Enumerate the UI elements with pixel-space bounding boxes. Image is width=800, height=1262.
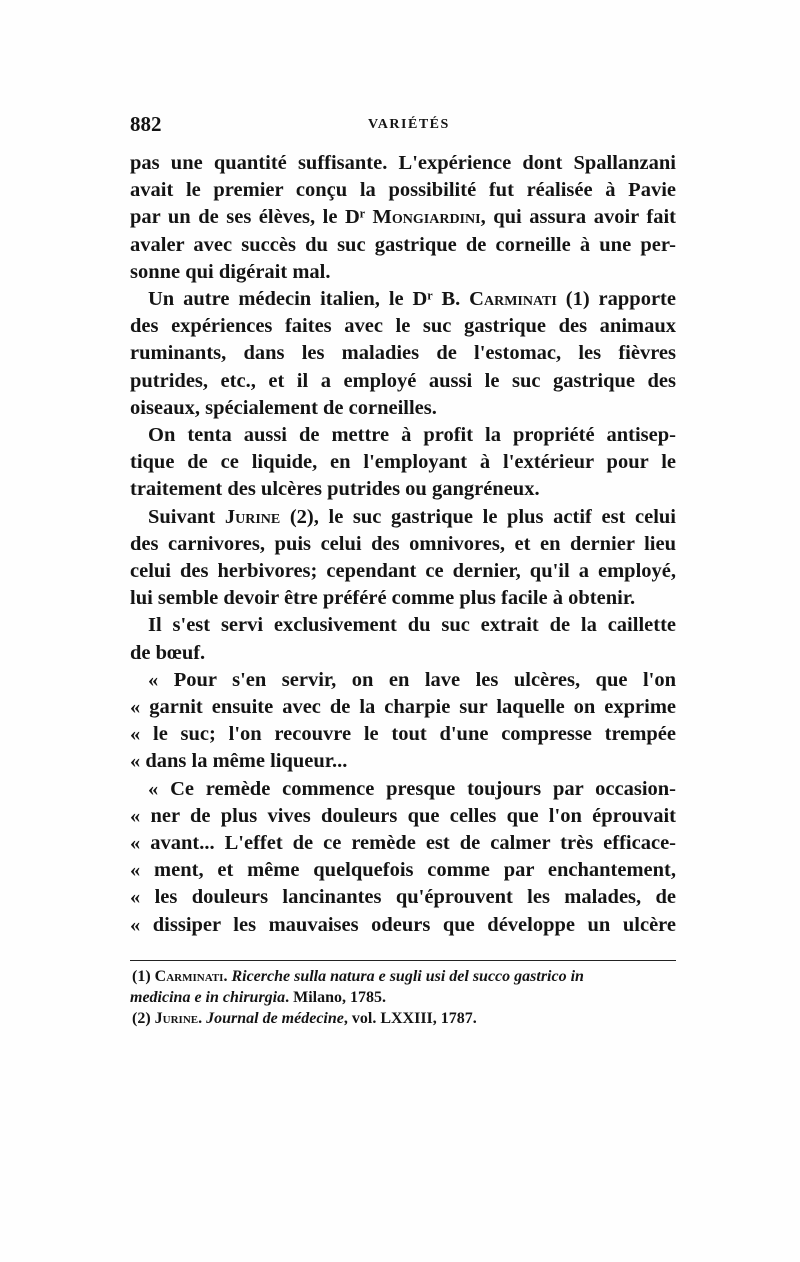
text-line: « ment, et même quelquefois comme par enchantement,	[130, 859, 676, 882]
page-number: 882	[130, 112, 162, 136]
paragraph-4	[130, 504, 676, 613]
text-line: pas une quantité suffisante. L'expérience dont Spallanzani	[130, 152, 676, 174]
text-line: « Pour s'en servir, on en lave les ulcères, que l'on	[148, 668, 676, 691]
footnote-title: Journal de médecine	[206, 1010, 344, 1027]
text-run: , qui assura avoir fait	[480, 206, 676, 229]
text-line: On tenta aussi de mettre à profit la propriété antisep-	[148, 424, 676, 447]
text-run: Un autre médecin italien, le Dʳ B.	[148, 288, 470, 311]
text-line	[130, 286, 676, 313]
text-line	[130, 204, 676, 231]
page-header	[0, 112, 800, 142]
text-line: « avant... L'effet de ce remède est de calmer très efficace-	[130, 832, 676, 855]
footnote-marker: (2)	[132, 1010, 155, 1027]
footnotes	[130, 966, 676, 1029]
text-line: des carnivores, puis celui des omnivores, et en dernier lieu	[130, 532, 676, 555]
text-line: Il s'est servi exclusivement du suc extrait de la caillette	[148, 614, 676, 637]
text-run: (1) rapporte	[556, 288, 676, 311]
paragraph-5	[130, 612, 676, 666]
footnote-author: Jurine	[154, 1010, 199, 1027]
text-line: tique de ce liquide, en l'employant à l'extérieur pour le	[130, 451, 676, 474]
text-run: , vol. LXXIII, 1787.	[343, 1010, 477, 1027]
footnote-2	[130, 1008, 676, 1029]
paragraph-1	[130, 150, 676, 286]
footnote-author: Carminati	[154, 968, 224, 985]
text-line: « les douleurs lancinantes qu'éprouvent les malades, de	[130, 886, 676, 909]
text-line: celui des herbivores; cependant ce dernier, qu'il a employé,	[130, 560, 676, 583]
text-line: « dans la même liqueur...	[130, 750, 348, 773]
text-run: .	[198, 1010, 207, 1027]
footnote-divider	[130, 960, 676, 961]
body-text	[130, 150, 676, 939]
text-line: ruminants, dans les maladies de l'estomac, les fièvres	[130, 342, 676, 365]
running-title: VARIÉTÉS	[368, 117, 450, 132]
text-line: « dissiper les mauvaises odeurs que développe un ulcère	[130, 913, 676, 936]
text-line: « ner de plus vives douleurs que celles que l'on éprouvait	[130, 804, 676, 827]
text-line: traitement des ulcères putrides ou gangréneux.	[130, 478, 540, 501]
text-run: Suivant	[148, 505, 225, 528]
text-run: .	[223, 968, 232, 985]
person-name-carminati: Carminati	[469, 288, 557, 311]
paragraph-6	[130, 667, 676, 776]
footnote-1	[130, 966, 676, 987]
person-name-jurine: Jurine	[224, 505, 281, 528]
paragraph-3	[130, 422, 676, 504]
text-line: avaler avec succès du suc gastrique de corneille à une per-	[130, 233, 676, 256]
footnote-title: Ricerche sulla natura e sugli usi del succo gastrico in	[231, 968, 584, 985]
text-line	[130, 504, 676, 531]
text-line: lui semble devoir être préféré comme plus facile à obtenir.	[130, 587, 636, 610]
text-run: (2), le suc gastrique le plus actif est celui	[280, 505, 676, 528]
text-run: par un de ses élèves, le Dʳ	[130, 206, 373, 229]
text-line: avait le premier conçu la possibilité fut réalisée à Pavie	[130, 179, 676, 202]
text-line: « Ce remède commence presque toujours par occasion-	[148, 777, 676, 800]
text-line: des expériences faites avec le suc gastrique des animaux	[130, 315, 676, 338]
person-name-mongiardini: Mongiardini	[372, 206, 481, 229]
footnote-title: medicina e in chirurgia	[130, 989, 286, 1006]
text-line: « garnit ensuite avec de la charpie sur laquelle on exprime	[130, 696, 676, 719]
text-line: putrides, etc., et il a employé aussi le suc gastrique des	[130, 369, 676, 392]
footnote-1-cont	[130, 987, 676, 1008]
text-run: . Milano, 1785.	[285, 989, 387, 1006]
footnote-marker: (1)	[132, 968, 155, 985]
text-line: oiseaux, spécialement de corneilles.	[130, 396, 437, 419]
paragraph-7	[130, 776, 676, 939]
text-line: de bœuf.	[130, 641, 206, 664]
text-line: « le suc; l'on recouvre le tout d'une compresse trempée	[130, 723, 676, 746]
text-line: sonne qui digérait mal.	[130, 260, 331, 283]
paragraph-2	[130, 286, 676, 422]
